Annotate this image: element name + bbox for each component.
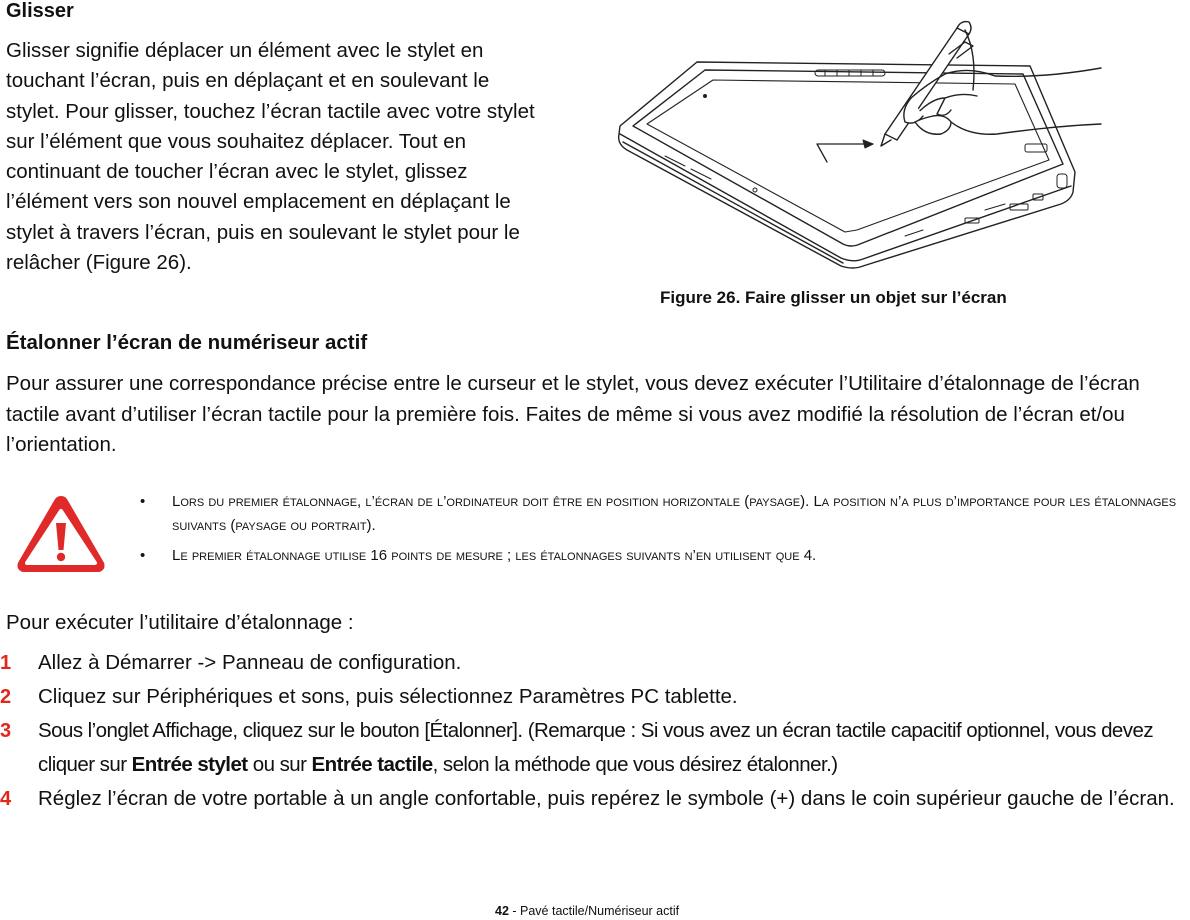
step-number: 3	[0, 720, 11, 742]
step-text: Sous l’onglet Affichage, cliquez sur le bouton [Étalonner]. (Remarque : Si vous avez un écran tactile capacitif optionnel, vous devez cliquer sur	[38, 719, 1154, 776]
procedure-intro: Pour exécuter l’utilitaire d’étalonnage :	[6, 611, 354, 634]
page-footer	[495, 904, 679, 918]
step-number: 4	[0, 788, 12, 810]
section-heading: Étalonner l’écran de numériseur actif	[6, 331, 368, 354]
warning-triangle-icon	[15, 493, 107, 575]
figure-26-illustration	[605, 14, 1105, 276]
warning-note-text: Lors du premier étalonnage, l’écran de l’ordinateur doit être en position horizontale (paysage). La position n’a plus d’importance pour les étalonnages suivants (paysage ou portrait).	[172, 493, 1177, 534]
footer-section: Pavé tactile/Numériseur actif	[520, 904, 680, 918]
step-text: Cliquez sur Périphériques et sons, puis sélectionnez Paramètres PC tablette.	[38, 685, 738, 708]
bullet: •	[140, 493, 146, 510]
glisser-heading: Glisser	[6, 0, 74, 22]
step-number: 1	[0, 652, 12, 674]
section-intro: Pour assurer une correspondance précise entre le curseur et le stylet, vous devez exécuter l’Utilitaire d’étalonnage de l’écran tactile avant d’utiliser l’écran tactile pour la première fois. Faites de même si vous avez modifié la résolution de l’écran et/ou l’orientation.	[6, 372, 1140, 456]
warning-note-text: Le premier étalonnage utilise 16 points de mesure ; les étalonnages suivants n’en utilisent que 4.	[172, 547, 817, 564]
step-text: , selon la méthode que vous désirez étalonner.)	[432, 753, 838, 776]
glisser-paragraph: Glisser signifie déplacer un élément avec le stylet en touchant l’écran, puis en déplaçant et en soulevant le stylet. Pour glisser, touchez l’écran tactile avec votre stylet sur l’élément que vous souhaitez déplacer. Tout en continuant de toucher l’écran avec le stylet, glissez l’élément vers son nouvel emplacement en déplaçant le stylet à travers l’écran, puis en soulevant le stylet pour le relâcher (Figure 26).	[6, 39, 535, 275]
tablet-stylus-drag-illustration	[605, 14, 1105, 276]
step-number: 2	[0, 686, 12, 708]
step-item	[0, 714, 1190, 782]
procedure-steps	[0, 646, 1190, 816]
step-emphasis-entree-tactile: Entrée tactile	[311, 753, 433, 776]
step-emphasis-entree-stylet: Entrée stylet	[131, 753, 248, 776]
figure-caption: Figure 26. Faire glisser un objet sur l’écran	[660, 288, 1007, 307]
footer-separator: -	[508, 904, 521, 918]
warning-notes	[140, 490, 1180, 574]
warning-note	[140, 490, 1180, 538]
bullet: •	[140, 547, 146, 564]
warning-note	[140, 544, 1180, 568]
step-item	[0, 680, 1190, 714]
step-text: Allez à Démarrer -> Panneau de configuration.	[38, 651, 462, 674]
step-text: ou sur	[247, 753, 312, 776]
step-item	[0, 646, 1190, 680]
step-item	[0, 782, 1190, 816]
page-number: 42	[495, 904, 509, 918]
step-text: Réglez l’écran de votre portable à un angle confortable, puis repérez le symbole (+) dans le coin supérieur gauche de l’écran.	[38, 787, 1175, 810]
